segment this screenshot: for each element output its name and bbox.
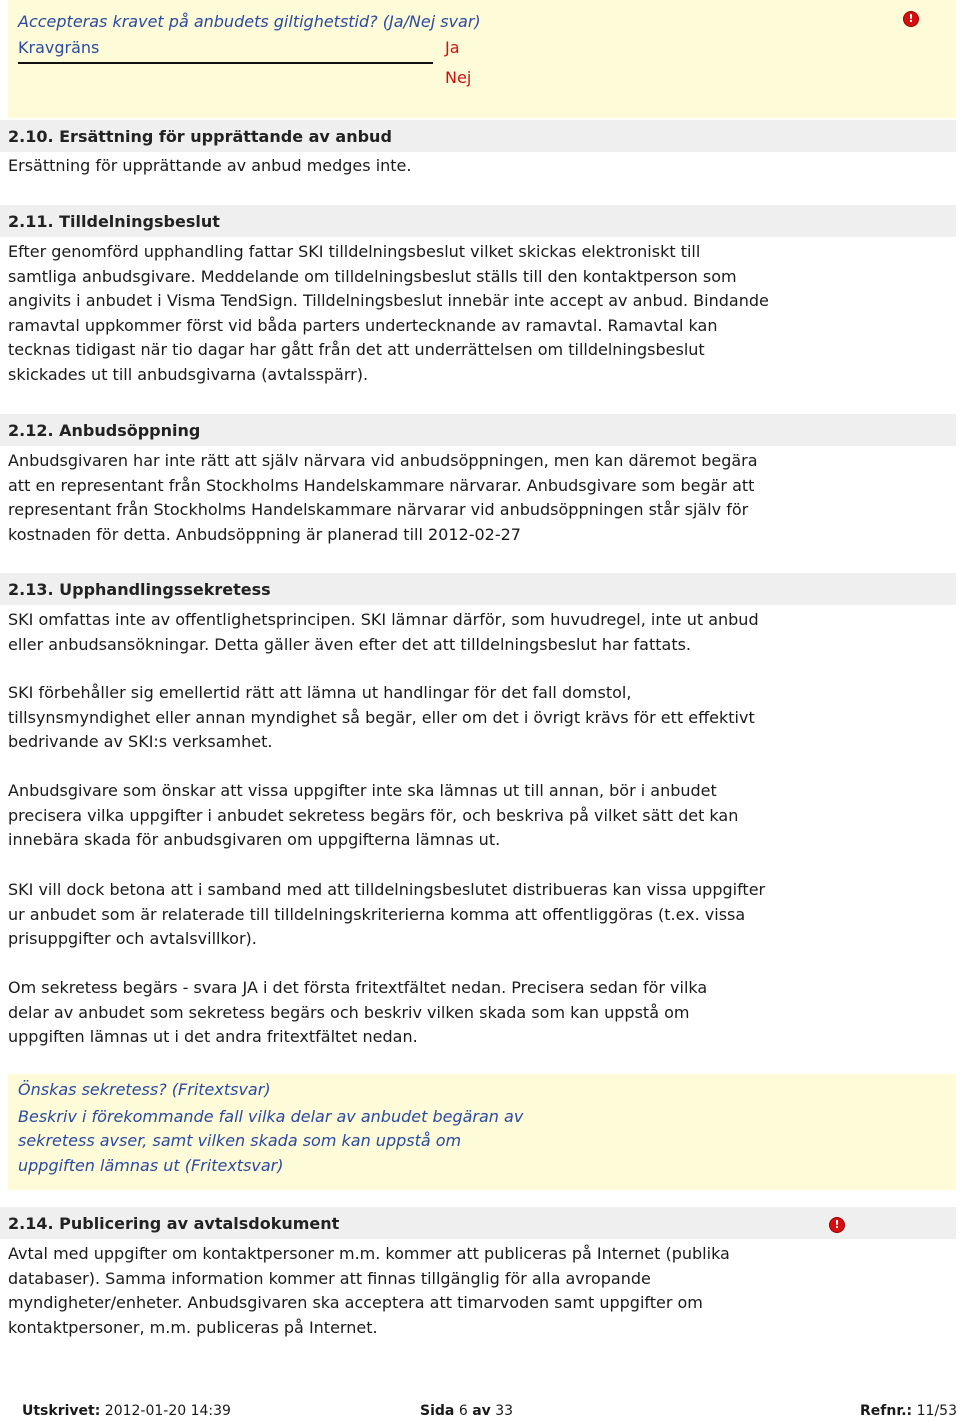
section-body-2-10 <box>8 154 411 179</box>
text-line: eller anbudsansökningar. Detta gäller även efter det att tilldelningsbeslut har fattats. <box>8 634 692 654</box>
text-line: Ersättning för upprättande av anbud medges inte. <box>8 156 412 175</box>
section-header-2-12 <box>0 414 956 446</box>
alert-icon: ! <box>830 1218 844 1232</box>
text-line: Avtal med uppgifter om kontaktpersoner m.m. kommer att publiceras på Internet (publika <box>8 1244 730 1263</box>
text-line: precisera vilka uppgifter i anbudet sekretess begärs för, och beskriva på vilket sätt det kan <box>8 805 739 825</box>
text-line: SKI omfattas inte av offentlighetsprincipen. SKI lämnar därför, som huvudregel, inte ut anbud <box>8 610 759 629</box>
text-line: SKI vill dock betona att i samband med att tilldelningsbeslutet distribueras kan vissa uppgifter <box>8 880 766 899</box>
section-title: 2.14. Publicering av avtalsdokument <box>8 1214 340 1233</box>
section-title: 2.11. Tilldelningsbeslut <box>8 212 220 231</box>
section-body-2-13-p3 <box>8 779 738 853</box>
section-body-2-13-p5 <box>8 976 707 1050</box>
page-current: 6 <box>458 1403 468 1419</box>
text-line: tecknas tidigast när tio dagar har gått från det att underrättelsen om tilldelningsbeslut <box>8 340 705 360</box>
section-header-2-10 <box>0 120 956 152</box>
question-description: uppgiften lämnas ut (Fritextsvar) <box>18 1156 284 1175</box>
section-header-2-11 <box>0 205 956 237</box>
text-line: uppgiften lämnas ut i det andra fritextfältet nedan. <box>8 1027 418 1047</box>
section-title: 2.10. Ersättning för upprättande av anbud <box>8 127 392 146</box>
page-total: 33 <box>495 1403 514 1419</box>
question-box-validity <box>8 0 956 118</box>
alert-icon: ! <box>904 12 918 26</box>
section-body-2-14 <box>8 1242 730 1340</box>
section-header-2-13 <box>0 573 956 605</box>
text-line: delar av anbudet som sekretess begärs och beskriv vilken skada som kan uppstå om <box>8 1002 690 1022</box>
question-label: Accepteras kravet på anbudets giltighetstid? (Ja/Nej svar) <box>18 12 481 31</box>
printed-value: 2012-01-20 14:39 <box>104 1403 231 1419</box>
text-line: representant från Stockholms Handelskammare närvarar vid anbudsöppningen står själv för <box>8 500 749 520</box>
criterion-underline <box>18 62 433 64</box>
question-label: Önskas sekretess? (Fritextsvar) <box>18 1080 271 1099</box>
text-line: angivits i anbudet i Visma TendSign. Tilldelningsbeslut innebär inte accept av anbud. Bindande <box>8 291 769 311</box>
text-line: Efter genomförd upphandling fattar SKI tilldelningsbeslut vilket skickas elektroniskt till <box>8 242 701 261</box>
page-of: av <box>472 1403 491 1419</box>
text-line: kostnaden för detta. Anbudsöppning är planerad till 2012-02-27 <box>8 524 521 544</box>
text-line: Anbudsgivaren har inte rätt att själv närvara vid anbudsöppningen, men kan däremot begära <box>8 451 758 470</box>
question-description: Beskriv i förekommande fall vilka delar av anbudet begäran av <box>18 1107 524 1126</box>
text-line: innebära skada för anbudsgivaren om uppgifterna lämnas ut. <box>8 830 501 850</box>
answer-no[interactable]: Nej <box>445 68 472 87</box>
section-body-2-12 <box>8 449 758 547</box>
printed-label: Utskrivet: <box>22 1403 101 1419</box>
section-body-2-13-p2 <box>8 681 755 755</box>
section-title: 2.12. Anbudsöppning <box>8 421 201 440</box>
footer-ref <box>860 1403 957 1419</box>
text-line: databaser). Samma information kommer att finnas tillgänglig för alla avropande <box>8 1268 651 1288</box>
section-body-2-13-p4 <box>8 878 765 952</box>
question-description: sekretess avser, samt vilken skada som kan uppstå om <box>18 1131 462 1150</box>
ref-label: Refnr.: <box>860 1403 913 1419</box>
section-body-2-13-p1 <box>8 608 759 657</box>
section-header-2-14 <box>0 1207 956 1239</box>
text-line: SKI förbehåller sig emellertid rätt att lämna ut handlingar för det fall domstol, <box>8 683 632 702</box>
text-line: ur anbudet som är relaterade till tilldelningskriterierna komma att offentliggöras (t.ex. vissa <box>8 904 746 924</box>
text-line: myndigheter/enheter. Anbudsgivaren ska acceptera att timarvoden samt uppgifter om <box>8 1293 703 1313</box>
text-line: bedrivande av SKI:s verksamhet. <box>8 732 273 752</box>
text-line: Anbudsgivare som önskar att vissa uppgifter inte ska lämnas ut till annan, bör i anbudet <box>8 781 717 800</box>
text-line: tillsynsmyndighet eller annan myndighet så begär, eller om det i övrigt krävs för ett effektivt <box>8 707 755 727</box>
text-line: Om sekretess begärs - svara JA i det första fritextfältet nedan. Precisera sedan för vilka <box>8 978 708 997</box>
text-line: prisuppgifter och avtalsvillkor). <box>8 929 257 949</box>
text-line: samtliga anbudsgivare. Meddelande om tilldelningsbeslut ställs till den kontaktperson som <box>8 266 737 286</box>
text-line: skickades ut till anbudsgivarna (avtalsspärr). <box>8 364 369 384</box>
question-box-secrecy <box>8 1074 956 1190</box>
section-body-2-11 <box>8 240 769 388</box>
text-line: att en representant från Stockholms Handelskammare närvarar. Anbudsgivare som begär att <box>8 475 755 495</box>
text-line: ramavtal uppkommer först vid båda parters undertecknande av ramavtal. Ramavtal kan <box>8 315 718 335</box>
answer-yes[interactable]: Ja <box>445 38 460 57</box>
footer-printed <box>22 1403 231 1419</box>
criterion-label: Kravgräns <box>18 38 100 57</box>
section-title: 2.13. Upphandlingssekretess <box>8 580 271 599</box>
ref-value: 11/53 <box>916 1403 957 1419</box>
footer-page <box>420 1403 513 1419</box>
page-label: Sida <box>420 1403 455 1419</box>
text-line: kontaktpersoner, m.m. publiceras på Internet. <box>8 1317 378 1337</box>
